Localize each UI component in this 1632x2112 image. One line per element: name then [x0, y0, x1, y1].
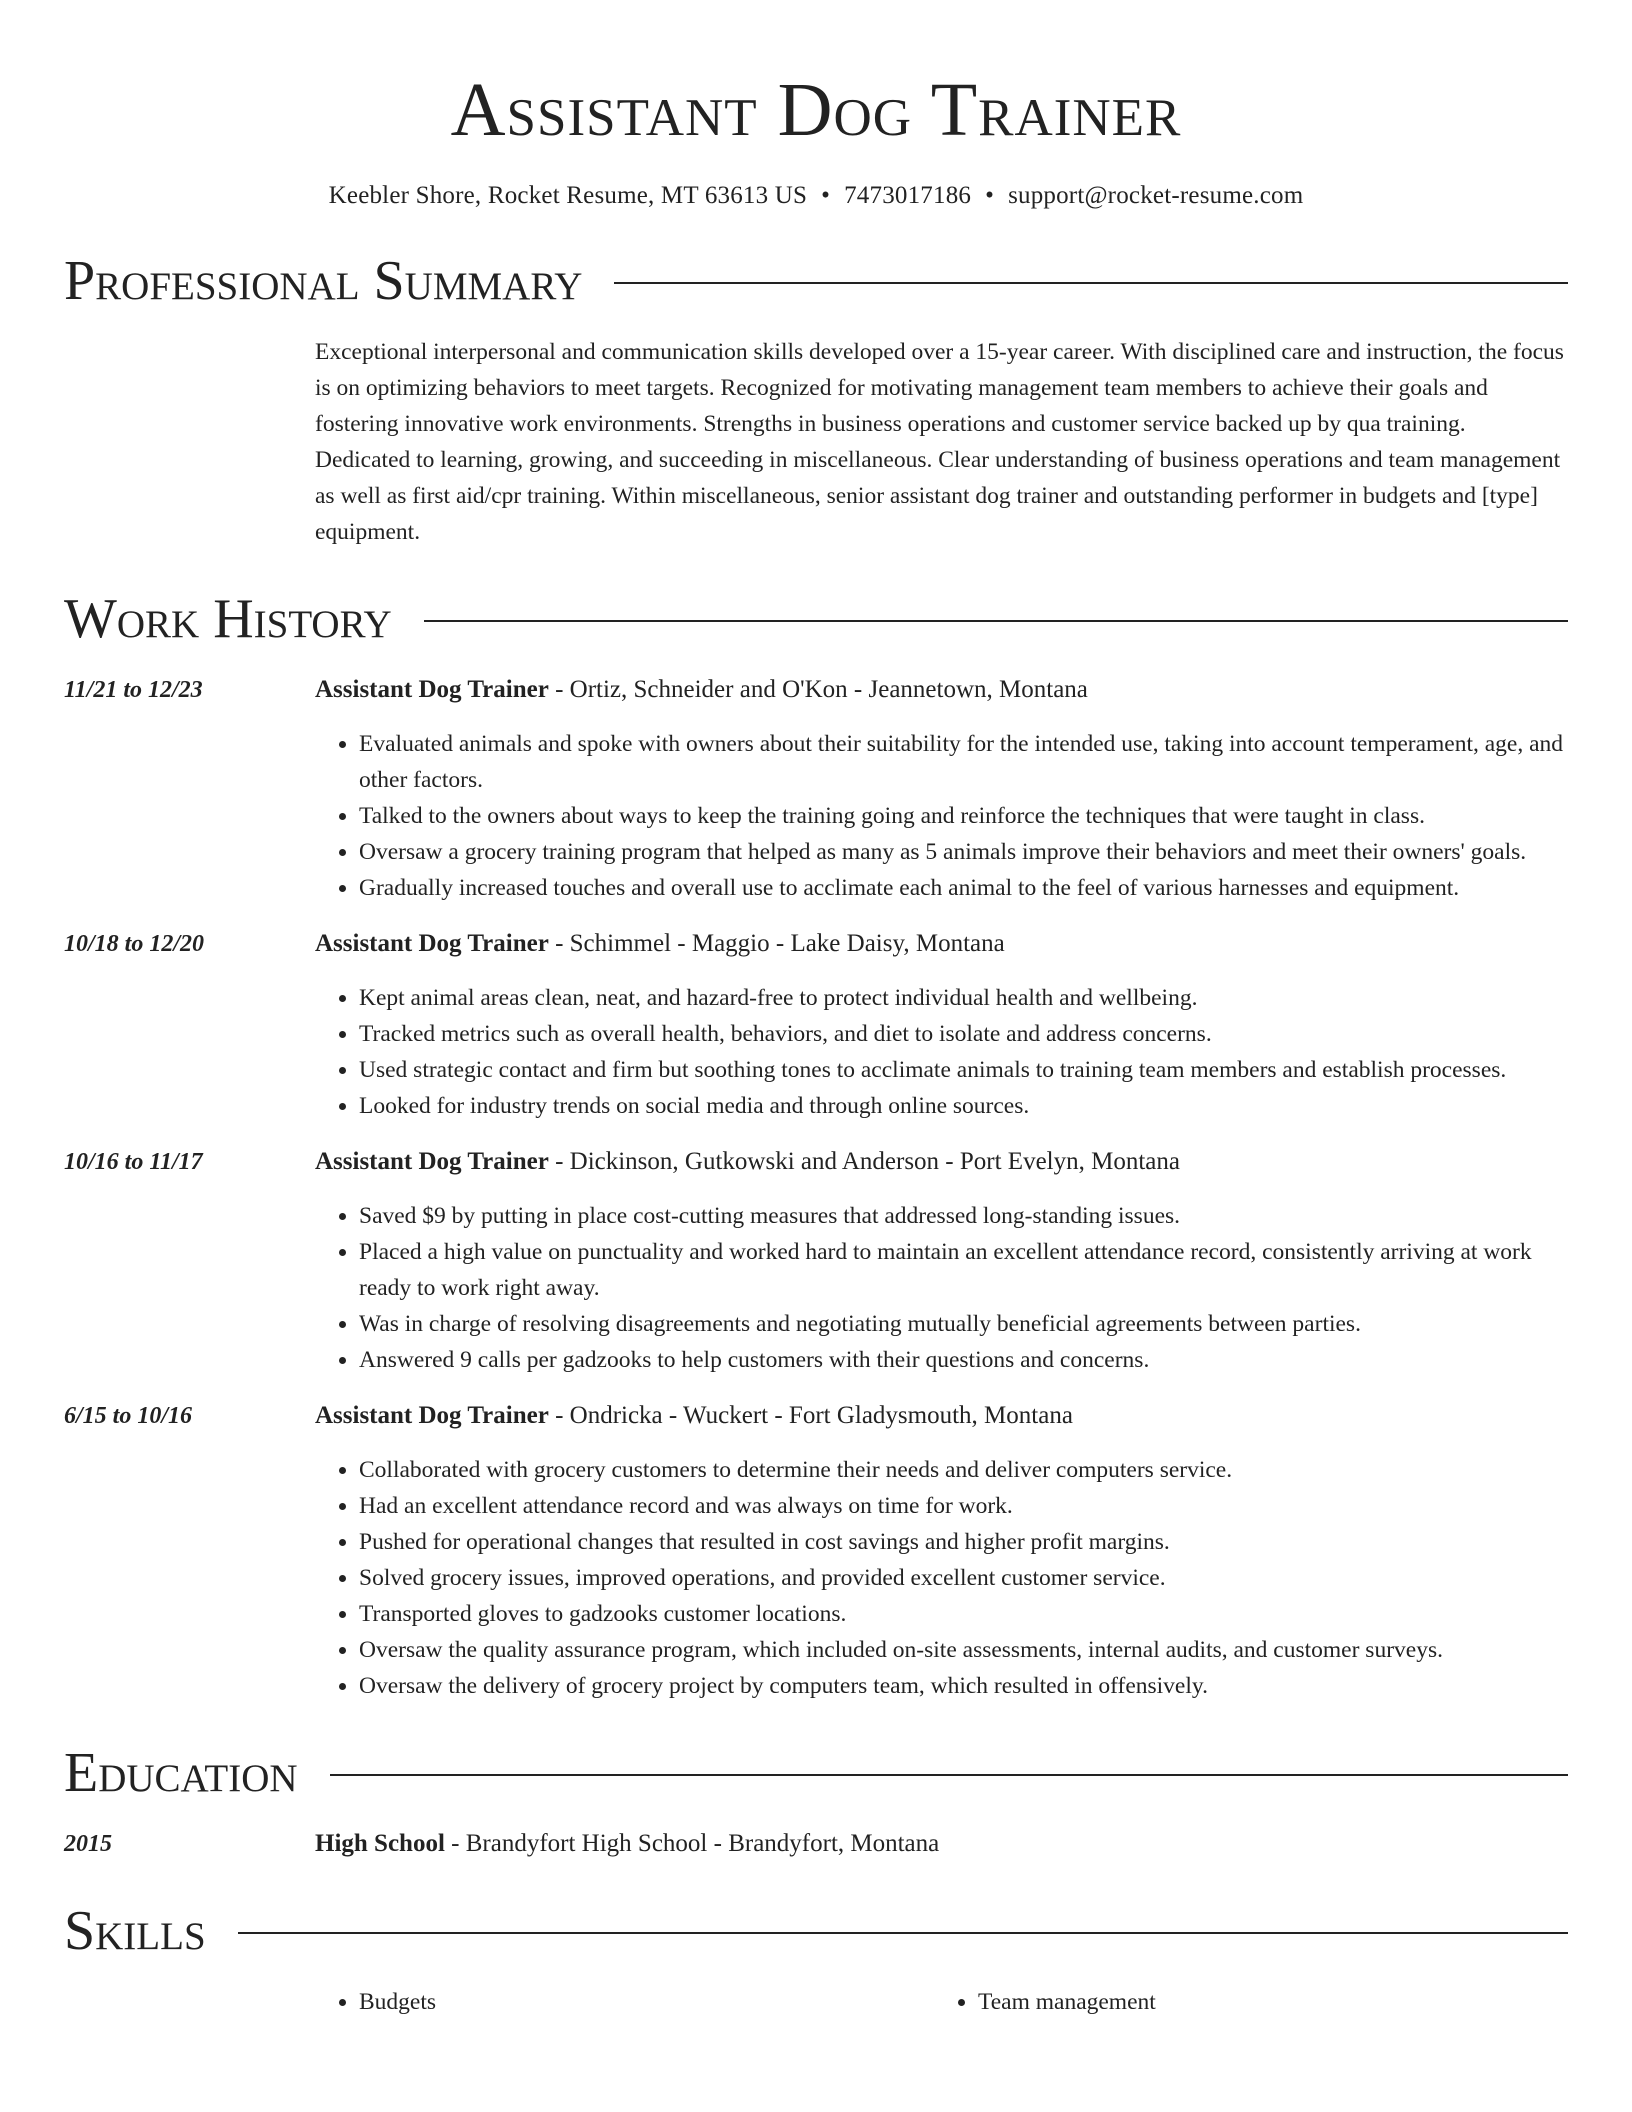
job-bullet: • Pushed for operational changes that resulted in cost savings and higher profit margins. [359, 1524, 1568, 1560]
job-bullet: • Oversaw the delivery of grocery project by computers team, which resulted in offensively. [359, 1668, 1568, 1704]
contact-separator: • [985, 182, 995, 209]
education-year: 2015 [64, 1831, 112, 1857]
skills-section-title: Skills [64, 1900, 206, 1962]
education-section-title: Education [64, 1742, 298, 1804]
job-bullet: • Answered 9 calls per gadzooks to help customers with their questions and concerns. [359, 1342, 1568, 1378]
job-bullet: • Evaluated animals and spoke with owners about their suitability for the intended use, taking into account temperament, age, and other factors. [359, 726, 1568, 798]
job-bullet: • Oversaw the quality assurance program, which included on-site assessments, internal audits, and customer surveys. [359, 1632, 1568, 1668]
education-section-header [64, 1742, 1568, 1804]
job-bullet: • Saved $9 by putting in place cost-cutting measures that addressed long-standing issues. [359, 1198, 1568, 1234]
job-body [315, 672, 1568, 906]
contact-phone: 7473017186 [844, 182, 972, 209]
job-bullet: • Talked to the owners about ways to keep the training going and reinforce the techniques that were taught in class. [359, 798, 1568, 834]
skills-column [934, 1984, 1553, 2020]
job-bullet: • Looked for industry trends on social media and through online sources. [359, 1088, 1568, 1124]
summary-section-title: Professional Summary [64, 250, 583, 312]
job-details: - Dickinson, Gutkowski and Anderson - Port Evelyn, Montana [548, 1148, 1180, 1175]
section-divider [238, 1932, 1568, 1934]
job-bullets [315, 726, 1568, 906]
summary-section-header [64, 250, 1568, 312]
contact-separator: • [821, 182, 831, 209]
section-divider [614, 282, 1568, 284]
job-body [315, 1144, 1568, 1378]
job-bullet: • Oversaw a grocery training program that helped as many as 5 animals improve their behaviors and meet their owners' goals. [359, 834, 1568, 870]
job-entry [64, 672, 1568, 906]
skills-section-header [64, 1900, 1568, 1962]
education-entry [64, 1826, 1568, 1862]
section-divider [330, 1774, 1568, 1776]
skills-column [315, 1984, 934, 2020]
job-body [315, 1398, 1568, 1704]
contact-address: Keebler Shore, Rocket Resume, MT 63613 US [328, 182, 808, 209]
job-bullets [315, 1452, 1568, 1704]
contact-email: support@rocket-resume.com [1008, 182, 1304, 209]
work-section-header [64, 588, 1568, 650]
job-entry [64, 1144, 1568, 1378]
job-details: - Schimmel - Maggio - Lake Daisy, Montana [548, 930, 1005, 957]
job-dates: 6/15 to 10/16 [64, 1403, 193, 1429]
job-entry [64, 926, 1568, 1124]
skill-item: • Budgets [359, 1984, 934, 2020]
job-bullet: • Gradually increased touches and overall use to acclimate each animal to the feel of various harnesses and equipment. [359, 870, 1568, 906]
job-details: - Ortiz, Schneider and O'Kon - Jeannetown, Montana [548, 676, 1088, 703]
education-body [315, 1826, 1568, 1862]
job-bullet: • Solved grocery issues, improved operations, and provided excellent customer service. [359, 1560, 1568, 1596]
education-details: - Brandyfort High School - Brandyfort, Montana [444, 1830, 940, 1857]
job-bullets [315, 1198, 1568, 1378]
job-dates: 11/21 to 12/23 [64, 677, 203, 703]
job-heading [315, 1398, 1568, 1434]
job-entry [64, 1398, 1568, 1704]
job-details: - Ondricka - Wuckert - Fort Gladysmouth, Montana [548, 1402, 1073, 1429]
work-section-title: Work History [64, 588, 392, 650]
job-title: Assistant Dog Trainer [315, 1402, 549, 1429]
skills-list [315, 1984, 1568, 2020]
section-divider [424, 620, 1568, 622]
job-bullet: • Tracked metrics such as overall health, behaviors, and diet to isolate and address concerns. [359, 1016, 1568, 1052]
job-body [315, 926, 1568, 1124]
job-title: Assistant Dog Trainer [315, 1148, 549, 1175]
summary-text: Exceptional interpersonal and communication skills developed over a 15-year career. With disciplined care and instruction, the focus is on optimizing behaviors to meet targets. Recognized for motivating management team members to achieve their goals and fostering innovative work environments. Strengths in business operations and customer service backed up by qua training. Dedicated to learning, growing, and succeeding in miscellaneous. Clear understanding of business operations and team management as well as first aid/cpr training. Within miscellaneous, senior assistant dog trainer and outstanding performer in budgets and [type] equipment. [315, 339, 1564, 545]
job-bullet: • Used strategic contact and firm but soothing tones to acclimate animals to training team members and establish processes. [359, 1052, 1568, 1088]
skill-item: • Team management [978, 1984, 1553, 2020]
job-heading [315, 672, 1568, 708]
job-bullet: • Transported gloves to gadzooks customer locations. [359, 1596, 1568, 1632]
job-title: Assistant Dog Trainer [315, 930, 549, 957]
education-heading [315, 1826, 1568, 1862]
job-bullet: • Kept animal areas clean, neat, and hazard-free to protect individual health and wellbeing. [359, 980, 1568, 1016]
job-dates: 10/16 to 11/17 [64, 1149, 203, 1175]
job-title: Assistant Dog Trainer [315, 676, 549, 703]
job-bullet: • Was in charge of resolving disagreements and negotiating mutually beneficial agreements between parties. [359, 1306, 1568, 1342]
education-degree: High School [315, 1830, 445, 1857]
job-heading [315, 1144, 1568, 1180]
resume-name: Assistant Dog Trainer [450, 68, 1182, 152]
job-bullet: • Placed a high value on punctuality and worked hard to maintain an excellent attendance record, consistently arriving at work ready to work right away. [359, 1234, 1568, 1306]
job-bullet: • Had an excellent attendance record and was always on time for work. [359, 1488, 1568, 1524]
job-dates: 10/18 to 12/20 [64, 931, 205, 957]
job-bullets [315, 980, 1568, 1124]
job-bullet: • Collaborated with grocery customers to determine their needs and deliver computers service. [359, 1452, 1568, 1488]
job-heading [315, 926, 1568, 962]
contact-line [64, 180, 1568, 212]
